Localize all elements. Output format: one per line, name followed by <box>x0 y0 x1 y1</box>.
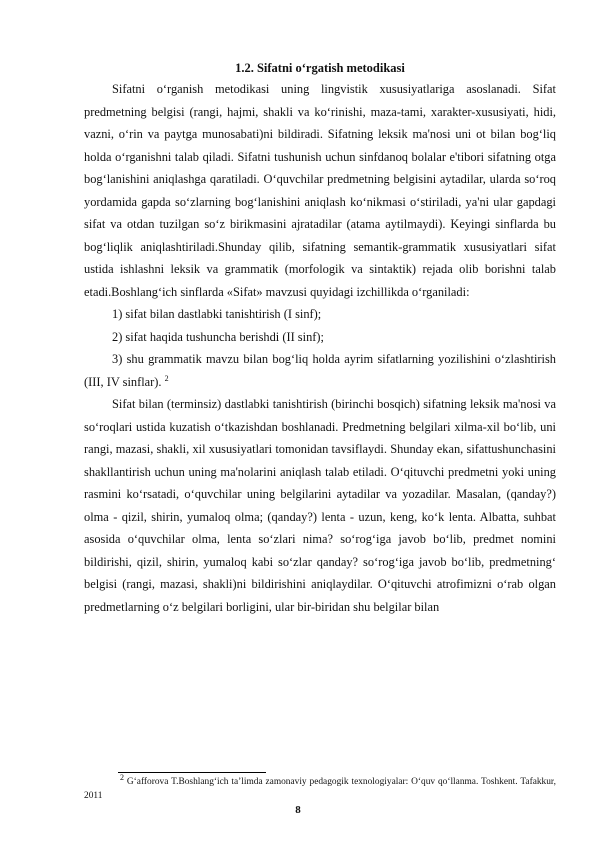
page-number: 8 <box>295 804 301 816</box>
paragraph-main: Sifat bilan (terminsiz) dastlabki tanishtirish (birinchi bosqich) sifatning leksik ma'nosi va so‘roqlari ustida kuzatish o‘tkazishdan boshlanadi. Predmetning belgilari xilma-xil bo‘lib, uni rangi, mazasi, shakli, xil xususiyatlari tomonidan tavsiflaydi. Shunday ekan, sifattushunchasini shakllantirish uchun uning ma'nolarini aniqlash talab etiladi. O‘qituvchi predmetni yoki uning rasmini ko‘rsatadi, o‘quvchilar uning belgilarini aytadilar va yozadilar. Masalan, (qanday?) olma - qizil, shirin, yumaloq olma; (qanday?) lenta - uzun, keng, ko‘k lenta. Albatta, suhbat asosida o‘quvchilar olma, lenta so‘zlari nima? so‘rog‘iga javob bo‘lib, predmet nomini bildirishi, qizil, shirin, yumaloq kabi so‘zlar qanday? so‘rog‘iga javob bo‘lib, predmetning‘ belgisi (rangi, mazasi, shakli)ni bildirishini aniqlaydilar. O‘qituvchi atrofimizni o‘rab olgan predmetlarning o‘z belgilari borligini, ular bir-biridan shu belgilar bilan <box>84 397 556 614</box>
footnote-reference[interactable]: 2 <box>164 373 169 383</box>
footnote-marker: 2 <box>120 772 124 782</box>
paragraph-intro: Sifatni o‘rganish metodikasi uning lingvistik xususiyatlariga asoslanadi. Sifat predmetning belgisi (rangi, hajmi, shakli va ko‘rinishi, maza-tami, xarakter-xususiyati, hidi, vazni, o‘rin va paytga munosabati)ni bildiradi. Sifatning leksik ma'nosi uni ot bilan bog‘liq holda o‘rganishni talab qiladi. Sifatni tushunish uchun sinfdanoq bolalar e'tibori sifatning otga bog‘lanishini aniqlashga qaratiladi. O‘quvchilar predmetning belgisini aytadilar, ularda so‘roq yordamida gapda so‘zlarning bog‘lanishini aniqlash ko‘nikmasi o‘stiriladi, ya'ni ular gapdagi sifat va otdan tuzilgan so‘z birikmasini ajratadilar (atama aytilmaydi). Keyingi sinflarda bu bog‘liqlik aniqlashtiriladi.Shunday qilib, sifatning semantik-grammatik xususiyatlari sifat ustida ishlashni leksik va grammatik (morfologik va sintaktik) rejada olib borishni talab etadi.Boshlang‘ich sinflarda «Sifat» mavzusi quyidagi izchillikda o‘rganiladi: <box>84 82 556 299</box>
list-item <box>84 348 556 393</box>
footnote <box>84 772 557 803</box>
list-item-text: 3) shu grammatik mavzu bilan bog‘liq holda ayrim sifatlarning yozilishini o‘zlashtirish (III, IV sinflar). <box>84 352 556 389</box>
list-item: 2) sifat haqida tushuncha berishdi (II sinf); <box>112 329 324 344</box>
body-text <box>84 78 556 618</box>
list-item: 1) sifat bilan dastlabki tanishtirish (I sinf); <box>112 307 322 321</box>
footnote-text: G‘afforova T.Boshlang‘ich ta’limda zamonaviy pedagogik texnologiyalar: O‘quv qo‘llanma. Toshkent. Tafakkur, 2011 <box>84 777 557 801</box>
section-heading: 1.2. Sifatni o‘rgatish metodikasi <box>235 61 405 75</box>
footnote-divider <box>118 772 266 773</box>
